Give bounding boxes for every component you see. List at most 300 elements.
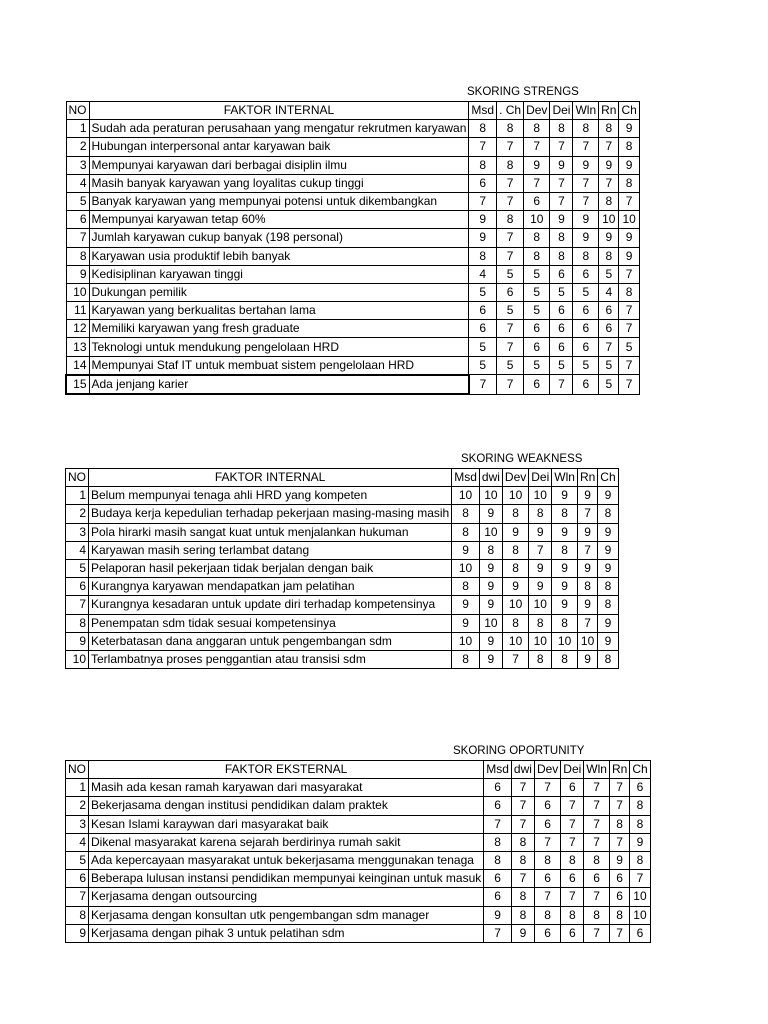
score-cell: 7 [584, 815, 610, 833]
row-number: 6 [66, 578, 89, 596]
score-cell: 7 [619, 375, 639, 394]
score-cell: 4 [599, 283, 619, 301]
score-cell: 8 [452, 578, 480, 596]
score-cell: 6 [484, 888, 512, 906]
score-cell: 5 [619, 338, 639, 356]
table-row [66, 487, 619, 505]
score-cell: 7 [484, 815, 512, 833]
score-cell: 6 [469, 302, 497, 320]
score-cell: 8 [511, 906, 534, 924]
score-cell: 6 [561, 870, 584, 888]
table-row [66, 229, 639, 247]
factor-description: Mempunyai Staf IT untuk membuat sistem pengelolaan HRD [89, 356, 469, 375]
score-cell: 9 [577, 596, 597, 614]
score-cell: 6 [484, 870, 512, 888]
table-row [66, 870, 651, 888]
row-number: 5 [66, 851, 89, 869]
table-row [66, 247, 639, 265]
score-cell: 9 [573, 211, 599, 229]
score-cell: 9 [550, 156, 573, 174]
row-number: 7 [66, 229, 89, 247]
score-cell: 7 [511, 779, 534, 797]
score-cell: 6 [534, 815, 560, 833]
score-cell: 10 [479, 487, 502, 505]
row-number: 4 [66, 174, 89, 192]
score-cell: 7 [497, 138, 524, 156]
score-cell: 7 [619, 320, 639, 338]
row-number: 2 [66, 138, 89, 156]
score-cell: 7 [497, 192, 524, 210]
factor-description: Hubungan interpersonal antar karyawan baik [89, 138, 469, 156]
score-cell: 8 [619, 138, 639, 156]
score-cell: 9 [598, 541, 618, 559]
column-header: Msd [452, 469, 480, 487]
column-header: Ch [630, 761, 650, 779]
score-cell: 8 [573, 120, 599, 138]
score-cell: 7 [469, 375, 497, 394]
score-cell: 5 [524, 283, 550, 301]
score-cell: 8 [598, 578, 618, 596]
table-row [66, 851, 651, 869]
row-number: 4 [66, 541, 89, 559]
score-cell: 4 [469, 265, 497, 283]
factor-description: Kerjasama dengan pihak 3 untuk pelatihan sdm [89, 924, 484, 942]
score-cell: 7 [561, 888, 584, 906]
score-cell: 9 [529, 523, 552, 541]
score-cell: 7 [469, 138, 497, 156]
score-cell: 8 [469, 156, 497, 174]
score-cell: 10 [524, 211, 550, 229]
score-cell: 9 [598, 614, 618, 632]
score-cell: 8 [534, 906, 560, 924]
column-header: NO [66, 469, 89, 487]
row-number: 10 [66, 283, 89, 301]
score-cell: 9 [502, 578, 528, 596]
score-cell: 7 [529, 541, 552, 559]
score-cell: 9 [598, 523, 618, 541]
opportunity-title: SKORING OPORTUNITY [453, 745, 585, 757]
score-cell: 8 [584, 851, 610, 869]
column-header: Msd [469, 102, 497, 120]
score-cell: 9 [598, 559, 618, 577]
score-cell: 9 [552, 523, 578, 541]
column-header: Ch [619, 102, 639, 120]
factor-description: Sudah ada peraturan perusahaan yang mengatur rekrutmen karyawan [89, 120, 469, 138]
score-cell: 7 [497, 320, 524, 338]
score-cell: 9 [577, 650, 597, 668]
score-cell: 10 [479, 523, 502, 541]
score-cell: 7 [584, 797, 610, 815]
score-cell: 9 [502, 523, 528, 541]
factor-description: Kurangnya karyawan mendapatkan jam pelatihan [89, 578, 452, 596]
column-header: Rn [577, 469, 597, 487]
row-number: 7 [66, 596, 89, 614]
score-cell: 10 [630, 888, 650, 906]
score-cell: 8 [529, 650, 552, 668]
score-cell: 10 [630, 906, 650, 924]
score-cell: 7 [599, 138, 619, 156]
score-cell: 7 [609, 924, 629, 942]
score-cell: 8 [550, 120, 573, 138]
score-cell: 6 [524, 375, 550, 394]
score-cell: 9 [550, 211, 573, 229]
score-cell: 10 [502, 632, 528, 650]
score-cell: 7 [561, 797, 584, 815]
score-cell: 9 [619, 120, 639, 138]
column-header: Rn [599, 102, 619, 120]
column-header: Wln [573, 102, 599, 120]
score-cell: 10 [452, 632, 480, 650]
score-cell: 8 [550, 229, 573, 247]
score-cell: 6 [550, 265, 573, 283]
row-number: 6 [66, 211, 89, 229]
score-cell: 8 [534, 851, 560, 869]
table-row [66, 505, 619, 523]
score-cell: 8 [502, 541, 528, 559]
score-cell: 7 [561, 815, 584, 833]
score-cell: 8 [550, 247, 573, 265]
score-cell: 9 [469, 211, 497, 229]
score-cell: 7 [584, 779, 610, 797]
score-cell: 9 [479, 578, 502, 596]
table-row [66, 302, 639, 320]
score-cell: 7 [497, 247, 524, 265]
table-row [66, 356, 639, 375]
table-row [66, 156, 639, 174]
score-cell: 8 [469, 120, 497, 138]
score-cell: 7 [550, 375, 573, 394]
column-header: dwi [511, 761, 534, 779]
column-header: FAKTOR EKSTERNAL [89, 761, 484, 779]
score-cell: 5 [497, 302, 524, 320]
row-number: 8 [66, 906, 89, 924]
score-cell: 8 [452, 505, 480, 523]
row-number: 11 [66, 302, 89, 320]
score-cell: 7 [573, 138, 599, 156]
table-row [66, 596, 619, 614]
score-cell: 10 [479, 614, 502, 632]
score-cell: 6 [534, 924, 560, 942]
score-cell: 9 [469, 229, 497, 247]
score-cell: 8 [511, 851, 534, 869]
table-row [66, 265, 639, 283]
score-cell: 5 [573, 356, 599, 375]
score-cell: 7 [484, 924, 512, 942]
table-row [66, 192, 639, 210]
row-number: 12 [66, 320, 89, 338]
score-cell: 6 [534, 870, 560, 888]
score-cell: 7 [550, 138, 573, 156]
score-cell: 7 [511, 870, 534, 888]
row-number: 1 [66, 120, 89, 138]
table-row [66, 833, 651, 851]
score-cell: 8 [609, 906, 629, 924]
row-number: 2 [66, 505, 89, 523]
score-cell: 10 [619, 211, 639, 229]
factor-description: Pelaporan hasil pekerjaan tidak berjalan dengan baik [89, 559, 452, 577]
row-number: 3 [66, 815, 89, 833]
factor-description: Kedisiplinan karyawan tinggi [89, 265, 469, 283]
score-cell: 6 [599, 302, 619, 320]
score-cell: 8 [484, 833, 512, 851]
score-cell: 7 [511, 815, 534, 833]
table-row [66, 797, 651, 815]
score-cell: 5 [524, 302, 550, 320]
row-number: 2 [66, 797, 89, 815]
factor-description: Karyawan usia produktif lebih banyak [89, 247, 469, 265]
score-cell: 8 [484, 851, 512, 869]
factor-description: Ada jenjang karier [89, 375, 469, 394]
table-row [66, 120, 639, 138]
score-cell: 5 [599, 265, 619, 283]
score-cell: 9 [511, 924, 534, 942]
factor-description: Kesan Islami karaywan dari masyarakat baik [89, 815, 484, 833]
column-header: dwi [479, 469, 502, 487]
table-row [66, 174, 639, 192]
score-cell: 6 [609, 870, 629, 888]
score-cell: 8 [502, 505, 528, 523]
table-row [66, 614, 619, 632]
score-cell: 7 [609, 797, 629, 815]
score-cell: 6 [469, 320, 497, 338]
weakness-table [65, 468, 619, 669]
score-cell: 5 [469, 338, 497, 356]
score-cell: 6 [550, 302, 573, 320]
score-cell: 9 [573, 156, 599, 174]
factor-description: Banyak karyawan yang mempunyai potensi untuk dikembangkan [89, 192, 469, 210]
score-cell: 6 [550, 338, 573, 356]
score-cell: 8 [573, 247, 599, 265]
factor-description: Mempunyai karyawan tetap 60% [89, 211, 469, 229]
table-row [66, 211, 639, 229]
header-row [66, 469, 619, 487]
score-cell: 6 [484, 779, 512, 797]
score-cell: 8 [584, 906, 610, 924]
score-cell: 8 [502, 614, 528, 632]
table-row [66, 650, 619, 668]
table-row [66, 906, 651, 924]
column-header: NO [66, 102, 89, 120]
score-cell: 9 [479, 505, 502, 523]
score-cell: 6 [573, 375, 599, 394]
score-cell: 7 [609, 833, 629, 851]
factor-description: Memiliki karyawan yang fresh graduate [89, 320, 469, 338]
factor-description: Teknologi untuk mendukung pengelolaan HRD [89, 338, 469, 356]
row-number: 5 [66, 192, 89, 210]
score-cell: 6 [524, 338, 550, 356]
score-cell: 8 [561, 906, 584, 924]
score-cell: 10 [529, 632, 552, 650]
score-cell: 7 [511, 797, 534, 815]
column-header: Msd [484, 761, 512, 779]
score-cell: 10 [599, 211, 619, 229]
factor-description: Penempatan sdm tidak sesuai kompetensinya [89, 614, 452, 632]
score-cell: 8 [599, 120, 619, 138]
score-cell: 10 [452, 487, 480, 505]
score-cell: 7 [550, 174, 573, 192]
score-cell: 8 [452, 523, 480, 541]
score-cell: 5 [524, 265, 550, 283]
score-cell: 9 [552, 487, 578, 505]
score-cell: 8 [524, 120, 550, 138]
score-cell: 8 [479, 541, 502, 559]
score-cell: 8 [630, 815, 650, 833]
score-cell: 10 [529, 487, 552, 505]
score-cell: 9 [552, 596, 578, 614]
score-cell: 10 [552, 632, 578, 650]
column-header: Wln [584, 761, 610, 779]
score-cell: 7 [524, 174, 550, 192]
score-cell: 7 [497, 375, 524, 394]
score-cell: 6 [573, 265, 599, 283]
table-row [66, 320, 639, 338]
opportunity-table [65, 760, 651, 943]
score-cell: 7 [497, 174, 524, 192]
score-cell: 9 [452, 596, 480, 614]
score-cell: 9 [573, 229, 599, 247]
score-cell: 8 [502, 559, 528, 577]
factor-description: Belum mempunyai tenaga ahli HRD yang kompeten [89, 487, 452, 505]
score-cell: 7 [550, 192, 573, 210]
score-cell: 6 [484, 797, 512, 815]
factor-description: Dukungan pemilik [89, 283, 469, 301]
score-cell: 7 [609, 779, 629, 797]
row-number: 1 [66, 779, 89, 797]
score-cell: 9 [599, 229, 619, 247]
score-cell: 7 [584, 888, 610, 906]
score-cell: 7 [577, 505, 597, 523]
score-cell: 5 [497, 356, 524, 375]
score-cell: 6 [609, 888, 629, 906]
score-cell: 6 [497, 283, 524, 301]
row-number: 7 [66, 888, 89, 906]
score-cell: 8 [561, 851, 584, 869]
score-cell: 7 [619, 265, 639, 283]
column-header: FAKTOR INTERNAL [89, 469, 452, 487]
score-cell: 9 [619, 229, 639, 247]
factor-description: Karyawan masih sering terlambat datang [89, 541, 452, 559]
factor-description: Kerjasama dengan konsultan utk pengembangan sdm manager [89, 906, 484, 924]
score-cell: 5 [497, 265, 524, 283]
score-cell: 5 [524, 356, 550, 375]
score-cell: 8 [529, 614, 552, 632]
score-cell: 8 [452, 650, 480, 668]
column-header: FAKTOR INTERNAL [89, 102, 469, 120]
score-cell: 5 [550, 283, 573, 301]
factor-description: Budaya kerja kepedulian terhadap pekerjaan masing-masing masih [89, 505, 452, 523]
score-cell: 8 [552, 505, 578, 523]
score-cell: 8 [598, 505, 618, 523]
strengths-title: SKORING STRENGS [467, 86, 579, 98]
score-cell: 10 [452, 559, 480, 577]
column-header: Dev [534, 761, 560, 779]
score-cell: 7 [573, 192, 599, 210]
score-cell: 5 [469, 283, 497, 301]
score-cell: 7 [599, 174, 619, 192]
score-cell: 8 [497, 156, 524, 174]
score-cell: 6 [573, 302, 599, 320]
score-cell: 5 [573, 283, 599, 301]
score-cell: 6 [584, 870, 610, 888]
score-cell: 6 [630, 779, 650, 797]
score-cell: 8 [529, 505, 552, 523]
score-cell: 6 [630, 924, 650, 942]
header-row [66, 761, 651, 779]
table-row [66, 523, 619, 541]
table-row [66, 578, 619, 596]
score-cell: 7 [534, 779, 560, 797]
score-cell: 8 [609, 815, 629, 833]
row-number: 15 [66, 375, 89, 394]
score-cell: 5 [599, 356, 619, 375]
score-cell: 8 [511, 888, 534, 906]
score-cell: 7 [524, 138, 550, 156]
score-cell: 8 [511, 833, 534, 851]
score-cell: 6 [534, 797, 560, 815]
factor-description: Karyawan yang berkualitas bertahan lama [89, 302, 469, 320]
score-cell: 8 [497, 211, 524, 229]
score-cell: 9 [609, 851, 629, 869]
score-cell: 8 [577, 578, 597, 596]
score-cell: 7 [584, 924, 610, 942]
score-cell: 6 [469, 174, 497, 192]
column-header: Wln [552, 469, 578, 487]
table-row [66, 815, 651, 833]
score-cell: 9 [479, 559, 502, 577]
row-number: 10 [66, 650, 89, 668]
factor-description: Mempunyai karyawan dari berbagai disiplin ilmu [89, 156, 469, 174]
score-cell: 6 [524, 192, 550, 210]
score-cell: 9 [552, 559, 578, 577]
score-cell: 6 [524, 320, 550, 338]
score-cell: 7 [502, 650, 528, 668]
table-row [66, 138, 639, 156]
score-cell: 8 [598, 596, 618, 614]
score-cell: 9 [479, 632, 502, 650]
score-cell: 9 [529, 559, 552, 577]
column-header: Dev [502, 469, 528, 487]
score-cell: 9 [577, 523, 597, 541]
factor-description: Kerjasama dengan outsourcing [89, 888, 484, 906]
column-header: NO [66, 761, 89, 779]
score-cell: 5 [599, 375, 619, 394]
score-cell: 8 [619, 283, 639, 301]
weakness-title: SKORING WEAKNESS [461, 453, 583, 465]
row-number: 3 [66, 523, 89, 541]
score-cell: 7 [561, 833, 584, 851]
score-cell: 7 [534, 888, 560, 906]
row-number: 8 [66, 247, 89, 265]
score-cell: 7 [619, 302, 639, 320]
score-cell: 8 [619, 174, 639, 192]
score-cell: 6 [550, 320, 573, 338]
row-number: 6 [66, 870, 89, 888]
score-cell: 9 [599, 156, 619, 174]
table-row [66, 338, 639, 356]
row-number: 4 [66, 833, 89, 851]
score-cell: 9 [484, 906, 512, 924]
header-row [66, 102, 639, 120]
table-row [66, 541, 619, 559]
score-cell: 8 [598, 650, 618, 668]
score-cell: 9 [630, 833, 650, 851]
score-cell: 9 [577, 487, 597, 505]
score-cell: 9 [479, 650, 502, 668]
score-cell: 10 [529, 596, 552, 614]
score-cell: 7 [497, 229, 524, 247]
score-cell: 8 [497, 120, 524, 138]
score-cell: 6 [573, 338, 599, 356]
